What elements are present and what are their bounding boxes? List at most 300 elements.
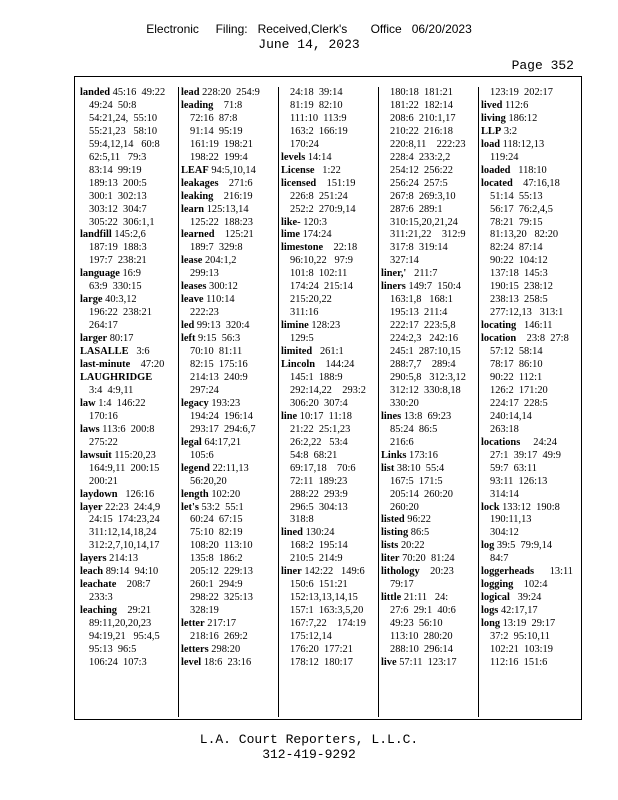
- index-refs: 78:21 79:15: [490, 216, 543, 228]
- index-refs: 108:20 113:10: [190, 540, 253, 552]
- index-refs: 170:24: [290, 138, 319, 150]
- index-term: last-minute: [80, 359, 131, 371]
- index-refs: 130:24: [305, 527, 335, 539]
- index-refs: 126:16: [120, 488, 155, 500]
- index-line: [281, 527, 381, 540]
- index-line: [281, 191, 381, 204]
- index-line: [80, 527, 180, 540]
- index-term: live: [381, 656, 397, 668]
- index-line: [381, 540, 481, 553]
- index-line: [181, 631, 281, 644]
- index-refs: 91:14 95:19: [190, 125, 243, 137]
- index-refs: 256:24 257:5: [390, 177, 448, 189]
- index-line: [481, 152, 583, 165]
- index-refs: 24:24: [522, 436, 557, 448]
- index-line: [80, 502, 180, 515]
- index-refs: 190:11,13: [490, 514, 532, 526]
- index-line: [80, 489, 180, 502]
- index-refs: 72:11 189:23: [290, 475, 348, 487]
- index-line: [181, 553, 281, 566]
- index-refs: 175:12,14: [290, 631, 332, 643]
- index-line: [281, 398, 381, 411]
- index-term: level: [181, 656, 202, 668]
- index-line: [80, 514, 180, 527]
- index-line: [381, 165, 481, 178]
- index-refs: 38:10 55:4: [396, 462, 445, 474]
- index-refs: 218:16 269:2: [190, 631, 248, 643]
- index-refs: 215:20,22: [290, 294, 332, 306]
- index-line: [481, 657, 583, 670]
- index-term: law: [80, 397, 96, 409]
- index-line: [481, 268, 583, 281]
- index-term: licensed: [281, 177, 317, 189]
- index-line: [381, 463, 481, 476]
- index-refs: 105:6: [190, 449, 214, 461]
- index-refs: 22:23 24:4,9: [105, 501, 161, 513]
- index-term: lines: [381, 410, 402, 422]
- index-line: [181, 152, 281, 165]
- index-refs: 277:12,13 313:1: [490, 307, 564, 319]
- index-term: liner,': [381, 268, 407, 280]
- index-term: log: [481, 540, 495, 552]
- index-refs: 254:12 256:22: [390, 164, 453, 176]
- index-line: [281, 411, 381, 424]
- index-term: large: [80, 294, 103, 306]
- index-term: locations: [481, 436, 521, 448]
- index-refs: 96:22: [407, 514, 431, 526]
- index-line: [80, 540, 180, 553]
- index-refs: 187:19 188:3: [89, 242, 147, 254]
- index-line: [181, 398, 281, 411]
- index-line: [481, 255, 583, 268]
- index-line: [381, 644, 481, 657]
- index-line: [381, 178, 481, 191]
- index-term: learned: [181, 229, 215, 241]
- index-term: leases: [181, 281, 207, 293]
- index-line: [281, 502, 381, 515]
- index-line: [181, 527, 281, 540]
- index-refs: 129:5: [290, 333, 314, 345]
- index-line: [181, 359, 281, 372]
- index-refs: 245:1 287:10,15: [390, 346, 461, 358]
- index-term: laydown: [80, 488, 118, 500]
- index-line: [281, 281, 381, 294]
- index-refs: 208:7: [118, 579, 151, 591]
- index-line: [80, 385, 180, 398]
- index-line: [381, 566, 481, 579]
- index-refs: 271:6: [221, 177, 253, 189]
- efiling-stamp: Electronic Filing: Received,Clerk's Office 06/20/2023: [146, 22, 472, 36]
- index-line: [80, 566, 180, 579]
- index-line: [281, 152, 381, 165]
- index-line: [181, 268, 281, 281]
- index-line: [481, 631, 583, 644]
- index-term: Lincoln: [281, 359, 316, 371]
- index-line: [481, 463, 583, 476]
- index-refs: 13:8 69:23: [403, 410, 452, 422]
- index-refs: 59:7 63:11: [490, 462, 537, 474]
- index-line: [481, 579, 583, 592]
- index-line: [481, 424, 583, 437]
- index-refs: 21:22 25:1,23: [290, 423, 351, 435]
- index-line: [381, 307, 481, 320]
- index-refs: 327:14: [390, 255, 419, 267]
- index-line: [281, 333, 381, 346]
- index-term: living: [481, 112, 506, 124]
- index-line: [481, 113, 583, 126]
- index-refs: 298:22 325:13: [190, 592, 253, 604]
- index-term: larger: [80, 333, 108, 345]
- index-line: [281, 242, 381, 255]
- index-term: legal: [181, 436, 202, 448]
- index-line: [80, 450, 180, 463]
- index-line: [181, 320, 281, 333]
- index-line: [80, 139, 180, 152]
- index-line: [281, 113, 381, 126]
- index-refs: 90:22 104:12: [490, 255, 548, 267]
- index-refs: 47:16,18: [515, 177, 560, 189]
- index-refs: 146:11: [518, 320, 553, 332]
- index-line: [481, 385, 583, 398]
- index-line: [381, 372, 481, 385]
- index-refs: 89:14 94:10: [105, 566, 159, 578]
- index-line: [381, 398, 481, 411]
- index-line: [80, 217, 180, 230]
- index-term: lithology: [381, 566, 420, 578]
- index-refs: 94:5,10,14: [211, 164, 256, 176]
- index-line: [181, 126, 281, 139]
- index-line: [181, 242, 281, 255]
- index-term: legacy: [181, 397, 209, 409]
- index-line: [181, 113, 281, 126]
- index-line: [481, 359, 583, 372]
- index-refs: 1:4 146:22: [98, 397, 146, 409]
- index-refs: 216:19: [215, 190, 253, 202]
- index-refs: 222:23: [190, 307, 219, 319]
- index-refs: 82:15 175:16: [190, 359, 248, 371]
- index-term: Links: [381, 449, 407, 461]
- index-refs: 312:2,7,10,14,17: [89, 540, 160, 552]
- index-line: [281, 618, 381, 631]
- index-term: leaching: [80, 605, 117, 617]
- index-line: [281, 489, 381, 502]
- index-line: [281, 255, 381, 268]
- index-line: [80, 113, 180, 126]
- index-term: letter: [181, 618, 205, 630]
- index-line: [80, 320, 180, 333]
- index-refs: 163:2 166:19: [290, 125, 348, 137]
- index-refs: 157:1 163:3,5,20: [290, 605, 364, 617]
- index-line: [181, 87, 281, 100]
- index-refs: 3:2: [503, 125, 518, 137]
- index-refs: 252:2 270:9,14: [290, 203, 356, 215]
- index-line: [80, 178, 180, 191]
- index-refs: 94:19,21 95:4,5: [89, 631, 160, 643]
- index-line: [481, 139, 583, 152]
- index-refs: 303:12 304:7: [89, 203, 147, 215]
- index-refs: 167:7,22 174:19: [290, 618, 366, 630]
- index-refs: 125:21: [217, 229, 254, 241]
- index-line: [381, 579, 481, 592]
- index-line: [381, 139, 481, 152]
- index-line: [481, 527, 583, 540]
- word-index-frame: [74, 76, 582, 720]
- index-refs: 51:14 55:13: [490, 190, 543, 202]
- index-refs: 42:17,17: [500, 605, 538, 617]
- index-refs: 290:5,8 312:3,12: [390, 371, 466, 383]
- index-refs: 83:14 99:19: [89, 164, 142, 176]
- index-term: liner: [281, 566, 302, 578]
- index-refs: 240:14,14: [490, 410, 532, 422]
- index-refs: 164:9,11 200:15: [89, 462, 160, 474]
- index-line: [181, 191, 281, 204]
- index-term: leading: [181, 99, 214, 111]
- index-refs: 306:20 307:4: [290, 397, 348, 409]
- index-refs: 57:12 58:14: [490, 346, 543, 358]
- index-line: [381, 605, 481, 618]
- index-term: layer: [80, 501, 103, 513]
- index-line: [281, 566, 381, 579]
- index-refs: 93:11 126:13: [490, 475, 548, 487]
- index-refs: 56:20,20: [190, 475, 227, 487]
- index-line: [181, 281, 281, 294]
- index-column-5: [478, 87, 583, 717]
- index-refs: 54:8 68:21: [290, 449, 338, 461]
- index-refs: 216:6: [390, 436, 414, 448]
- index-line: [80, 242, 180, 255]
- index-line: [181, 644, 281, 657]
- index-refs: 75:10 82:19: [190, 527, 243, 539]
- index-refs: 125:13,14: [206, 203, 249, 215]
- index-refs: 174:24: [302, 229, 332, 241]
- index-line: [281, 139, 381, 152]
- index-line: [80, 553, 180, 566]
- index-term: let's: [181, 501, 199, 513]
- index-term: located: [481, 177, 513, 189]
- index-column-4: [378, 87, 481, 717]
- index-refs: 288:10 296:14: [390, 643, 453, 655]
- index-refs: 314:14: [490, 488, 519, 500]
- index-refs: 196:22 238:21: [89, 307, 152, 319]
- index-term: location: [481, 333, 517, 345]
- index-line: [80, 165, 180, 178]
- index-refs: 79:17: [390, 579, 414, 591]
- index-term: logging: [481, 579, 514, 591]
- index-line: [281, 229, 381, 242]
- index-line: [381, 514, 481, 527]
- index-line: [281, 346, 381, 359]
- index-line: [181, 139, 281, 152]
- index-line: [281, 463, 381, 476]
- index-refs: 118:10: [513, 164, 547, 176]
- index-term: lawsuit: [80, 449, 112, 461]
- index-refs: 145:2,6: [114, 229, 146, 241]
- index-refs: 238:13 258:5: [490, 294, 548, 306]
- index-line: [381, 294, 481, 307]
- index-refs: 198:22 199:4: [190, 151, 248, 163]
- index-refs: 53:2 55:1: [201, 501, 244, 513]
- deposition-date: June 14, 2023: [258, 37, 360, 52]
- index-term: lead: [181, 87, 200, 98]
- index-line: [281, 359, 381, 372]
- index-line: [381, 320, 481, 333]
- index-line: [80, 592, 180, 605]
- index-line: [281, 476, 381, 489]
- index-column-3: [278, 87, 381, 717]
- index-refs: 9:15 56:3: [198, 333, 241, 345]
- index-line: [281, 268, 381, 281]
- index-term: locating: [481, 320, 517, 332]
- index-term: loggerheads: [481, 566, 535, 578]
- index-refs: 102:4: [515, 579, 548, 591]
- index-term: logs: [481, 605, 499, 617]
- index-refs: 264:17: [89, 320, 118, 332]
- index-refs: 89:11,20,20,23: [89, 618, 152, 630]
- index-line: [181, 204, 281, 217]
- index-line: [481, 398, 583, 411]
- index-refs: 217:17: [207, 618, 237, 630]
- index-refs: 90:22 112:1: [490, 371, 543, 383]
- index-refs: 59:4,12,14 60:8: [89, 138, 160, 150]
- index-line: [181, 307, 281, 320]
- index-line: [481, 540, 583, 553]
- index-line: [381, 359, 481, 372]
- index-line: [481, 489, 583, 502]
- index-line: [381, 411, 481, 424]
- index-refs: 317:8 319:14: [390, 242, 448, 254]
- index-line: [80, 476, 180, 489]
- index-line: [481, 502, 583, 515]
- index-refs: 56:17 76:2,4,5: [490, 203, 553, 215]
- index-line: [80, 100, 180, 113]
- index-line: [281, 165, 381, 178]
- index-refs: 312:12 330:8,18: [390, 384, 461, 396]
- index-term: leachate: [80, 579, 117, 591]
- index-line: [381, 346, 481, 359]
- index-line: [481, 333, 583, 346]
- index-refs: 150:6 151:21: [290, 579, 348, 591]
- index-term: LAUGHRIDGE: [80, 371, 153, 383]
- index-line: [381, 450, 481, 463]
- index-line: [381, 100, 481, 113]
- index-refs: 72:16 87:8: [190, 112, 238, 124]
- index-refs: 111:10 113:9: [290, 112, 347, 124]
- index-line: [281, 424, 381, 437]
- index-line: [281, 605, 381, 618]
- index-line: [481, 165, 583, 178]
- index-refs: 186:12: [508, 112, 538, 124]
- index-refs: 181:22 182:14: [390, 99, 453, 111]
- index-refs: 39:5 79:9,14: [496, 540, 553, 552]
- index-line: [281, 320, 381, 333]
- index-line: [481, 100, 583, 113]
- index-line: [80, 398, 180, 411]
- index-line: [181, 346, 281, 359]
- index-refs: 208:6 210:1,17: [390, 112, 456, 124]
- index-term: limited: [281, 346, 313, 358]
- index-refs: 190:15 238:12: [490, 281, 553, 293]
- index-refs: 81:13,20 82:20: [490, 229, 559, 241]
- index-line: [181, 618, 281, 631]
- index-line: [80, 333, 180, 346]
- index-column-1: [78, 87, 180, 717]
- index-refs: 71:8: [215, 99, 243, 111]
- index-line: [481, 229, 583, 242]
- index-refs: 168:2 195:14: [290, 540, 348, 552]
- index-refs: 297:24: [190, 384, 219, 396]
- index-refs: 151:19: [318, 177, 356, 189]
- index-line: [181, 385, 281, 398]
- index-refs: 3:6: [131, 346, 150, 358]
- index-refs: 318:8: [290, 514, 314, 526]
- index-line: [80, 424, 180, 437]
- index-refs: 54:21,24, 55:10: [89, 112, 158, 124]
- index-term: liners: [381, 281, 406, 293]
- index-refs: 228:20 254:9: [202, 87, 260, 98]
- index-line: [481, 191, 583, 204]
- index-line: [80, 204, 180, 217]
- index-line: [80, 657, 180, 670]
- index-refs: 152:13,13,14,15: [290, 592, 358, 604]
- index-line: [181, 450, 281, 463]
- index-line: [381, 229, 481, 242]
- index-refs: 70:10 81:11: [190, 346, 243, 358]
- index-refs: 197:7 238:21: [89, 255, 147, 267]
- index-refs: 195:13 211:4: [390, 307, 448, 319]
- index-refs: 263:18: [490, 423, 519, 435]
- index-term: liter: [381, 553, 400, 565]
- index-term: language: [80, 268, 120, 280]
- index-refs: 328:19: [190, 605, 219, 617]
- index-refs: 233:3: [89, 592, 113, 604]
- index-refs: 62:5,11 79:3: [89, 151, 147, 163]
- index-refs: 55:21,23 58:10: [89, 125, 158, 137]
- index-term: letters: [181, 643, 209, 655]
- index-line: [80, 411, 180, 424]
- index-term: limine: [281, 320, 309, 332]
- index-refs: 144:24: [317, 359, 355, 371]
- index-refs: 113:10 280:20: [390, 631, 453, 643]
- index-line: [80, 255, 180, 268]
- index-refs: 176:20 177:21: [290, 643, 353, 655]
- index-line: [381, 152, 481, 165]
- index-refs: 101:8 102:11: [290, 268, 348, 280]
- index-term: length: [181, 488, 209, 500]
- index-line: [181, 178, 281, 191]
- index-refs: 194:24 196:14: [190, 410, 253, 422]
- index-term: lock: [481, 501, 500, 513]
- index-line: [281, 87, 381, 100]
- index-refs: 310:15,20,21,24: [390, 216, 458, 228]
- index-term: legend: [181, 462, 210, 474]
- index-line: [80, 631, 180, 644]
- index-line: [381, 502, 481, 515]
- index-line: [80, 87, 180, 100]
- index-line: [381, 437, 481, 450]
- index-refs: 102:20: [211, 488, 241, 500]
- index-refs: 112:6: [504, 99, 529, 111]
- index-refs: 119:24: [490, 151, 519, 163]
- index-line: [80, 359, 180, 372]
- index-refs: 106:24 107:3: [89, 656, 147, 668]
- page-number: Page 352: [511, 58, 574, 73]
- index-refs: 205:12 229:13: [190, 566, 253, 578]
- index-line: [181, 424, 281, 437]
- index-line: [181, 255, 281, 268]
- index-line: [481, 605, 583, 618]
- index-line: [181, 165, 281, 178]
- index-refs: 81:19 82:10: [290, 99, 343, 111]
